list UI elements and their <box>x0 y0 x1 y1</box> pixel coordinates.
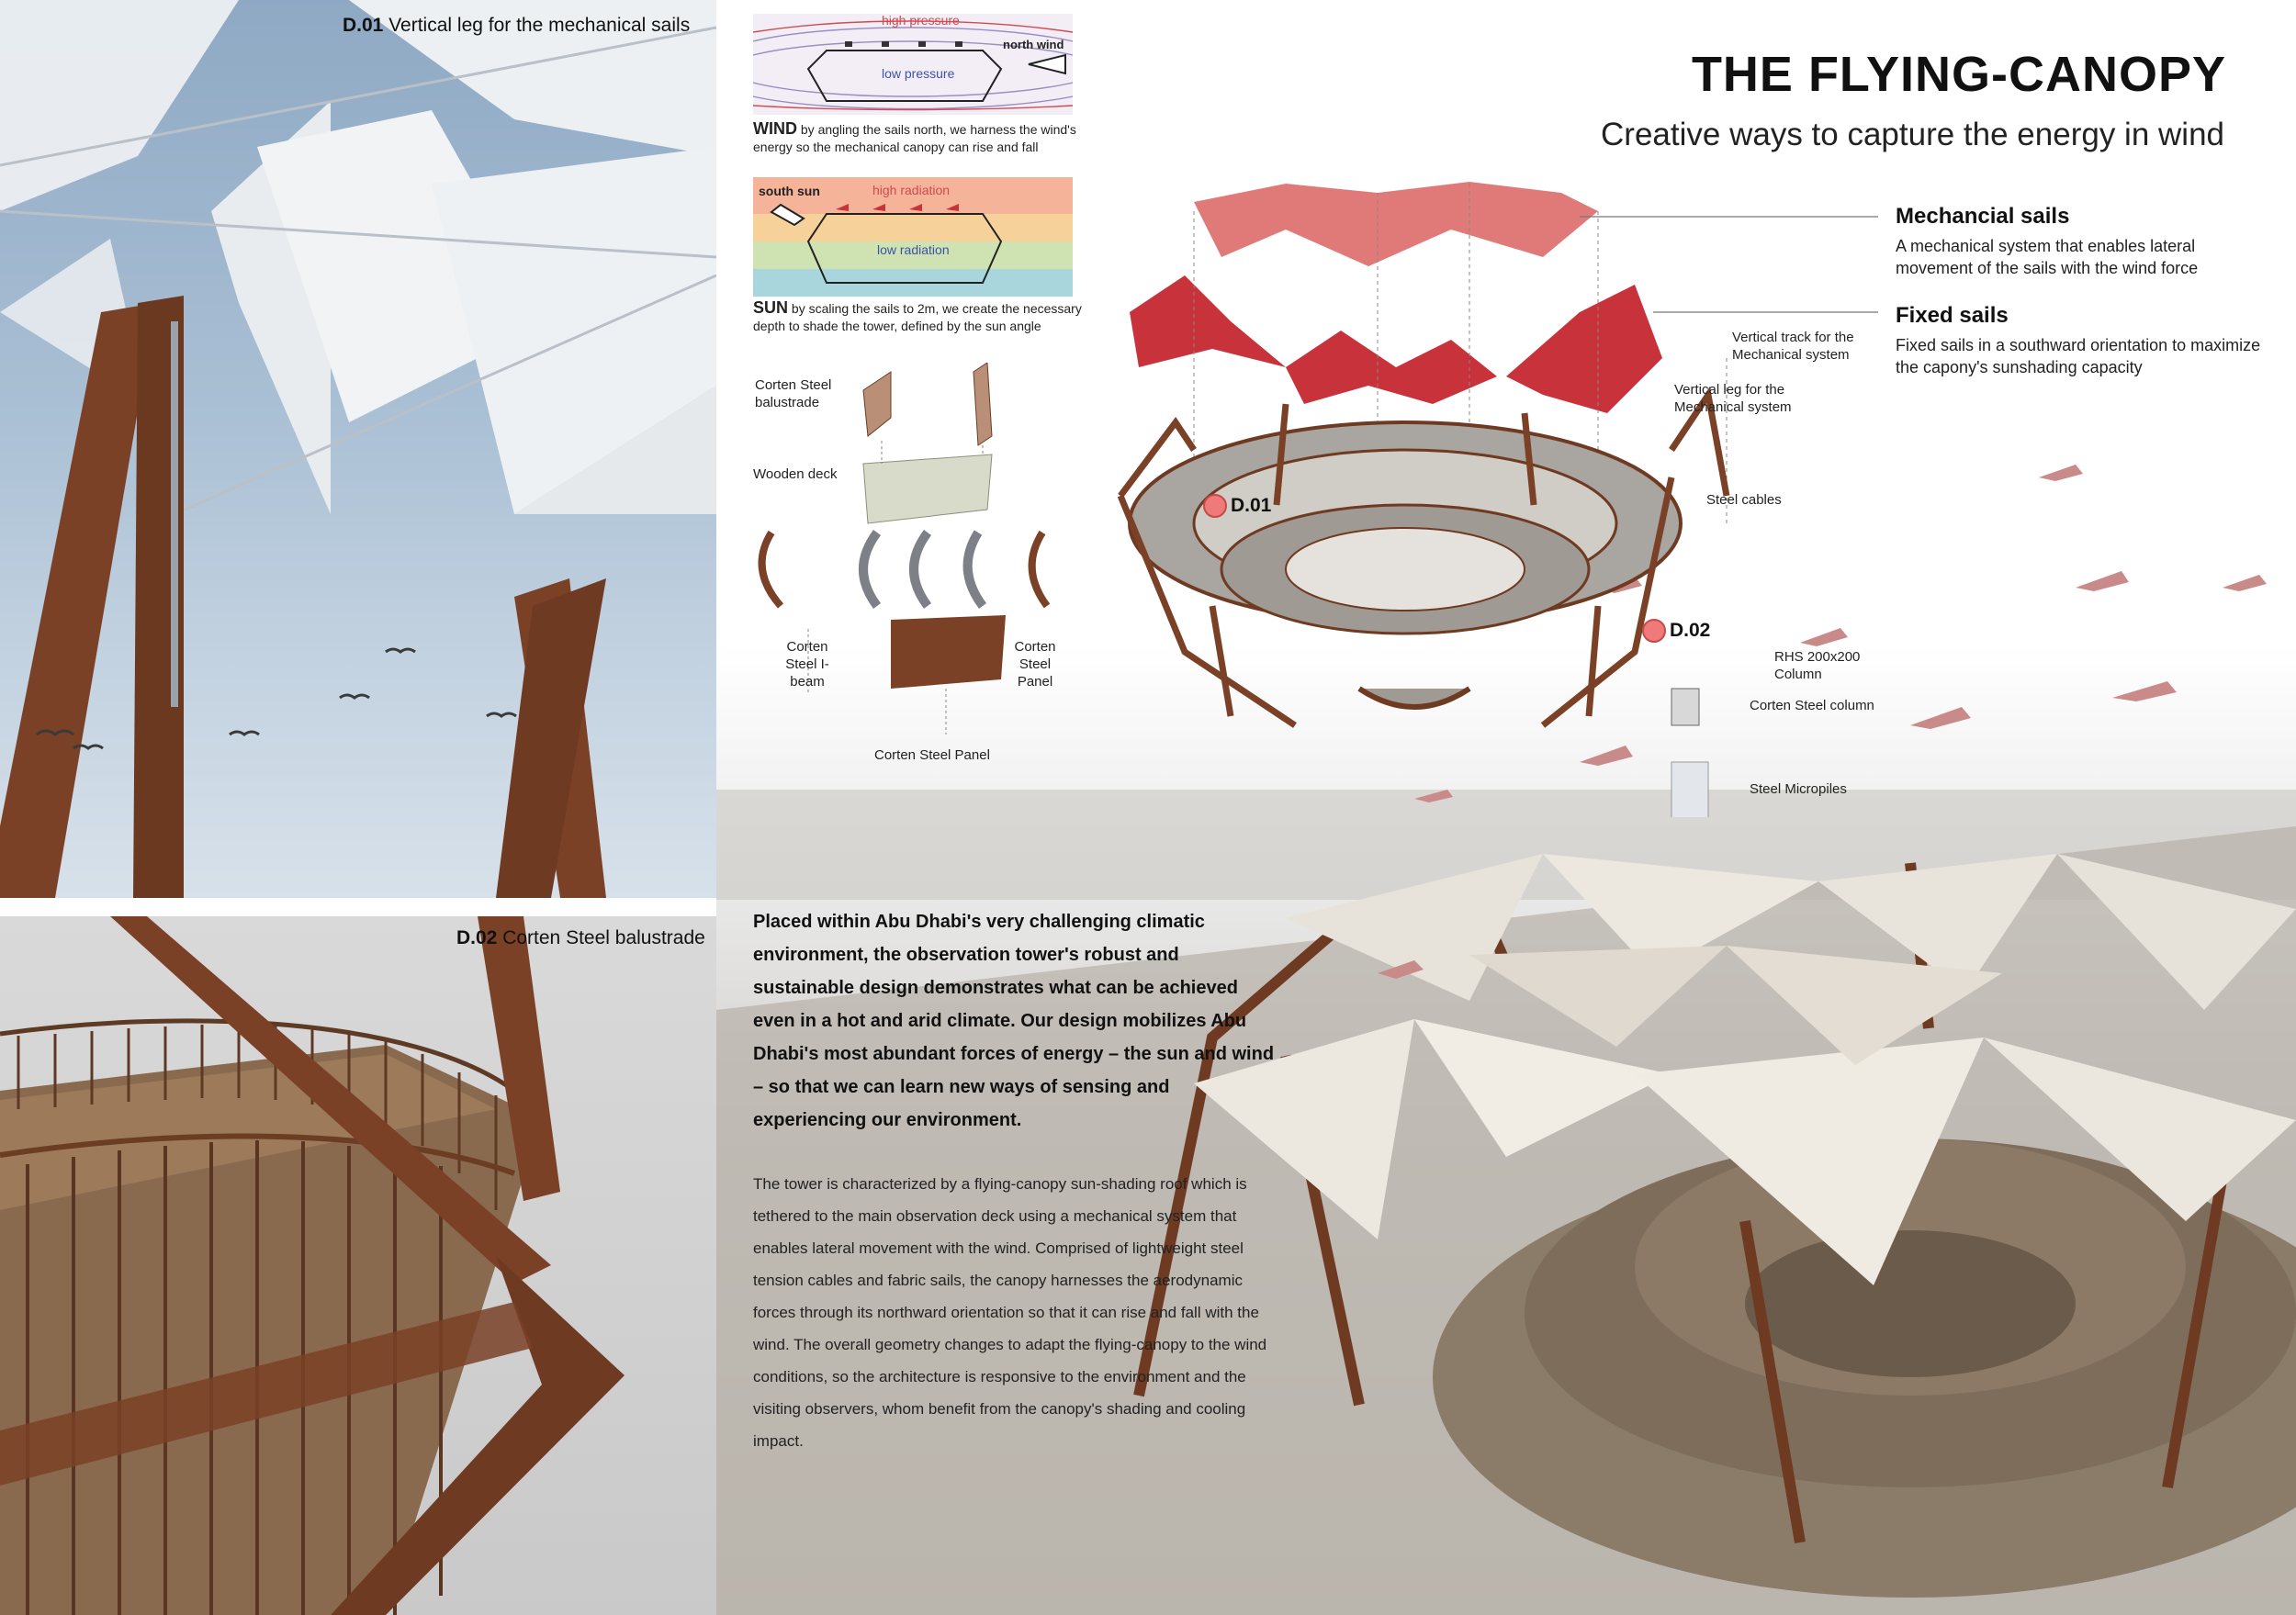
sun-caption-text: by scaling the sails to 2m, we create the necessary depth to shade the tower, defined by the sun angle <box>753 301 1082 333</box>
label-ibeam: Corten Steel I-beam <box>785 639 829 690</box>
legend-mechanical-title: Mechancial sails <box>1896 204 2070 229</box>
intro-paragraph: Placed within Abu Dhabi's very challenging climatic environment, the observation tower's robust and sustainable design demonstrates what can be achieved even in a hot and arid climate. Our design mobilizes Abu Dhabi's most abundant forces of energy – the sun and wind – so that we can learn new ways of sensing and experiencing our environment. <box>753 912 1275 1130</box>
marker-d02-dot <box>1642 619 1666 643</box>
north-wind-label: north wind <box>1003 38 1064 51</box>
legend-fixed-text: Fixed sails in a southward orientation to maximize the capony's sunshading capacity <box>1896 336 2261 376</box>
d01-illustration <box>0 0 716 898</box>
label-balustrade: Corten Steel balustrade <box>755 377 832 410</box>
label-corten-column: Corten Steel column <box>1750 698 1874 713</box>
body-paragraph: The tower is characterized by a flying-canopy sun-shading roof which is tethered to the main observation deck using a mechanical system that enables lateral movement with the wind. Comprised of lightweight steel tension cables and fabric sails, the canopy harnesses the aerodynamic forces through its northward orientation so that it can rise and fall with the wind. The overall geometry changes to adapt the flying-canopy to the wind conditions, so the architecture is responsive to the environment and the visiting observers, whom benefit from the canopy's shading and cooling impact. <box>753 1175 1267 1450</box>
caption-d01-code: D.01 <box>343 15 384 36</box>
exploded-components <box>753 363 1065 776</box>
label-steel-cables: Steel cables <box>1706 492 1782 508</box>
page-title: THE FLYING-CANOPY <box>1691 47 2226 102</box>
detail-d02-render <box>0 916 716 1615</box>
caption-d02-label: Corten Steel balustrade <box>502 927 705 948</box>
wind-caption-title: WIND <box>753 119 797 138</box>
detail-d01-render <box>0 0 716 898</box>
label-wooden-deck: Wooden deck <box>753 466 838 482</box>
label-panel-right: Corten Steel Panel <box>1014 639 1056 690</box>
label-vertical-leg: Vertical leg for the Mechanical system <box>1674 382 1792 415</box>
label-panel-bottom: Corten Steel Panel <box>874 747 990 763</box>
legend-leader-lines <box>1580 211 1883 321</box>
caption-d02 <box>456 927 705 949</box>
caption-d01-label: Vertical leg for the mechanical sails <box>388 15 691 36</box>
legend-mechanical-text: A mechanical system that enables lateral movement of the sails with the wind force <box>1896 237 2199 277</box>
label-vertical-track: Vertical track for the Mechanical system <box>1732 330 1854 363</box>
caption-d02-code: D.02 <box>456 927 498 948</box>
caption-d01 <box>343 15 690 37</box>
sun-caption <box>753 299 1093 335</box>
label-micropiles: Steel Micropiles <box>1750 781 1847 797</box>
legend-mechanical <box>1896 204 2263 279</box>
label-rhs-column: RHS 200x200 Column <box>1774 649 1861 682</box>
legend-fixed <box>1896 303 2263 378</box>
d02-illustration <box>0 916 716 1615</box>
marker-d02-label: D.02 <box>1670 620 1711 641</box>
sun-caption-title: SUN <box>753 298 789 317</box>
low-radiation-label: low radiation <box>877 242 950 257</box>
wind-caption <box>753 120 1093 156</box>
wind-diagram <box>753 14 1073 115</box>
south-sun-label: south sun <box>759 184 820 198</box>
marker-d01-dot <box>1203 494 1227 518</box>
marker-d01-label: D.01 <box>1231 495 1272 516</box>
page-subtitle: Creative ways to capture the energy in wind <box>1601 117 2224 152</box>
wind-caption-text: by angling the sails north, we harness the wind's energy so the mechanical canopy can rise and fall <box>753 122 1076 154</box>
high-pressure-label: high pressure <box>882 13 960 28</box>
legend-fixed-title: Fixed sails <box>1896 303 2009 328</box>
low-pressure-label: low pressure <box>882 66 955 81</box>
exploded-components-graphic <box>753 363 1065 776</box>
sun-diagram <box>753 177 1073 297</box>
high-radiation-label: high radiation <box>872 183 951 197</box>
